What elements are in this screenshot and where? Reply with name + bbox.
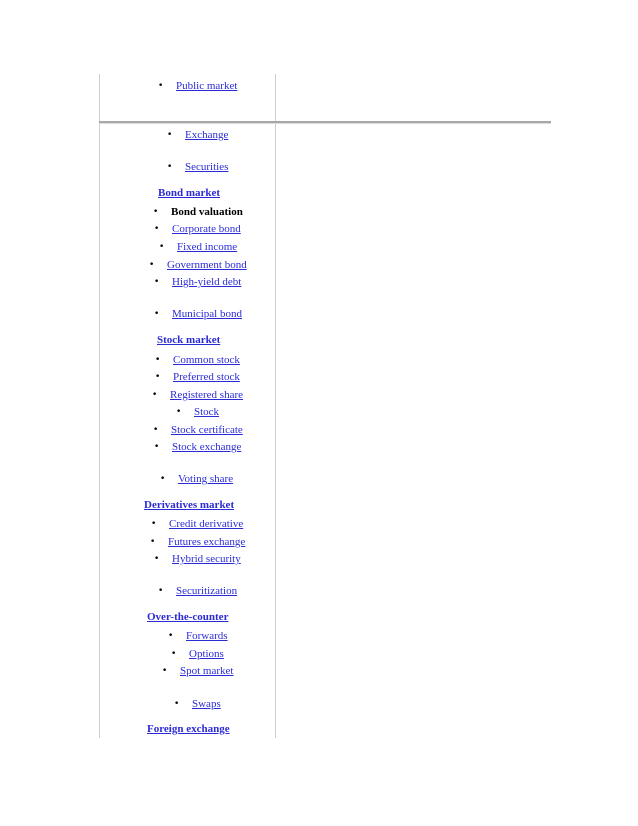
bullet-icon: •	[154, 442, 160, 452]
bullet-icon: •	[168, 631, 174, 641]
text-bond-valuation: Bond valuation	[171, 206, 243, 218]
bullet-icon: •	[154, 309, 160, 319]
list-item-bond-valuation	[153, 206, 243, 219]
bullet-icon: •	[154, 277, 160, 287]
link-municipal-bond[interactable]: Municipal bond	[172, 308, 242, 320]
list-item-swaps	[174, 698, 221, 711]
list-item-government-bond	[149, 259, 247, 272]
heading-over-the-counter[interactable]: Over-the-counter	[147, 611, 229, 623]
list-item-hybrid-security	[154, 553, 241, 566]
list-item-stock-exchange	[154, 441, 241, 454]
bullet-icon: •	[162, 666, 168, 676]
bullet-icon: •	[174, 699, 180, 709]
bullet-icon: •	[154, 554, 160, 564]
bullet-icon: •	[150, 537, 156, 547]
list-item-exchange	[167, 129, 228, 142]
list-item-forwards	[168, 630, 228, 643]
link-voting-share[interactable]: Voting share	[178, 473, 234, 485]
bullet-icon: •	[158, 81, 164, 91]
table-column-divider	[275, 74, 276, 738]
heading-bond-market[interactable]: Bond market	[158, 187, 221, 199]
list-item-corporate-bond	[154, 223, 241, 236]
bullet-icon: •	[158, 586, 164, 596]
bullet-icon: •	[155, 372, 161, 382]
link-exchange[interactable]: Exchange	[185, 129, 229, 141]
link-stock-exchange[interactable]: Stock exchange	[172, 441, 242, 453]
list-item-futures-exchange	[150, 536, 245, 549]
link-securities[interactable]: Securities	[185, 161, 229, 173]
bullet-icon: •	[171, 649, 177, 659]
list-item-high-yield-debt	[154, 276, 241, 289]
bullet-icon: •	[151, 519, 157, 529]
link-futures-exchange[interactable]: Futures exchange	[168, 536, 246, 548]
bullet-icon: •	[155, 355, 161, 365]
link-fixed-income[interactable]: Fixed income	[177, 241, 238, 253]
list-item-securities	[167, 161, 228, 174]
table-left-border	[99, 74, 100, 738]
link-government-bond[interactable]: Government bond	[167, 259, 247, 271]
list-item-spot-market	[162, 665, 233, 678]
bullet-icon: •	[152, 390, 158, 400]
link-high-yield-debt[interactable]: High-yield debt	[172, 276, 242, 288]
list-item-options	[171, 648, 224, 661]
link-stock-certificate[interactable]: Stock certificate	[171, 424, 243, 436]
link-stock[interactable]: Stock	[194, 406, 220, 418]
link-securitization[interactable]: Securitization	[176, 585, 238, 597]
list-item-common-stock	[155, 354, 240, 367]
bullet-icon: •	[149, 260, 155, 270]
bullet-icon: •	[167, 130, 173, 140]
bullet-icon: •	[159, 242, 165, 252]
link-swaps[interactable]: Swaps	[192, 698, 221, 710]
list-item-stock-certificate	[153, 424, 243, 437]
bullet-icon: •	[160, 474, 166, 484]
bullet-icon: •	[153, 207, 159, 217]
list-item-registered-share	[152, 389, 243, 402]
list-item-municipal-bond	[154, 308, 242, 321]
link-corporate-bond[interactable]: Corporate bond	[172, 223, 241, 235]
list-item-voting-share	[160, 473, 233, 486]
table-row-divider-shadow	[99, 123, 551, 124]
link-common-stock[interactable]: Common stock	[173, 354, 240, 366]
heading-stock-market[interactable]: Stock market	[157, 334, 221, 346]
link-options[interactable]: Options	[189, 648, 224, 660]
bullet-icon: •	[167, 162, 173, 172]
list-item-fixed-income	[159, 241, 237, 254]
list-item-securitization	[158, 585, 237, 598]
link-credit-derivative[interactable]: Credit derivative	[169, 518, 244, 530]
link-forwards[interactable]: Forwards	[186, 630, 228, 642]
list-item-stock	[176, 406, 219, 419]
heading-derivatives-market[interactable]: Derivatives market	[144, 499, 235, 511]
bullet-icon: •	[176, 407, 182, 417]
list-item-preferred-stock	[155, 371, 240, 384]
link-hybrid-security[interactable]: Hybrid security	[172, 553, 241, 565]
bullet-icon: •	[153, 425, 159, 435]
heading-foreign-exchange[interactable]: Foreign exchange	[147, 723, 230, 735]
link-preferred-stock[interactable]: Preferred stock	[173, 371, 240, 383]
list-item-credit-derivative	[151, 518, 243, 531]
bullet-icon: •	[154, 224, 160, 234]
link-spot-market[interactable]: Spot market	[180, 665, 234, 677]
list-item-public-market	[158, 80, 237, 93]
link-public-market[interactable]: Public market	[176, 80, 238, 92]
link-registered-share[interactable]: Registered share	[170, 389, 243, 401]
